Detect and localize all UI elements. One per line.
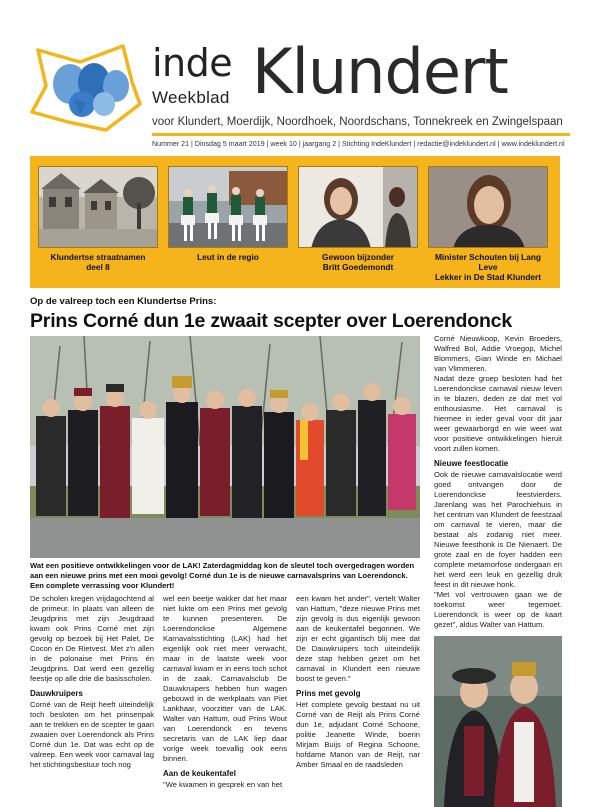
feature-caption: Klundertse straatnamen deel 8 bbox=[50, 252, 146, 272]
article-column-right bbox=[434, 334, 562, 630]
article-column-2 bbox=[163, 594, 287, 790]
paragraph: De scholen kregen vrijdagochtend al de primeur. In plaats van alleen de Jeugdprins met zijn Jeugdraad kwam ook Prins Corné met zijn gevolg op bezoek bij Het Palet, De Cocon en De Rietvest. Met z'n allen in de polonaise met Prins én Jeugdprins. Dat werd een gezellig feestje op alle drie die basisscholen. bbox=[30, 594, 154, 683]
feature-tile-minister[interactable] bbox=[428, 166, 548, 282]
parade-photo bbox=[168, 166, 288, 248]
article-column-3 bbox=[296, 594, 420, 770]
tagline: voor Klundert, Moerdijk, Noordhoek, Noordschans, Tonnekreek en Zwingelspaan bbox=[152, 116, 563, 128]
masthead bbox=[0, 0, 600, 150]
paragraph: "We kwamen in gesprek en van het bbox=[163, 780, 283, 789]
subheading: Nieuwe feestlocatie bbox=[434, 459, 509, 468]
carnival-group-photo bbox=[30, 336, 420, 558]
feature-tile-britt[interactable] bbox=[298, 166, 418, 272]
article-headline: Prins Corné dun 1e zwaait scepter over Loerendonck bbox=[30, 310, 512, 332]
subheading: Dauwkruipers bbox=[30, 689, 83, 698]
street-photo bbox=[38, 166, 158, 248]
paragraph: Ook de nieuwe carnavalslocatie werd goed ontvangen door de Loerendonckse feestvierders. Jarenlang was het Parochiehuis in het centrum van Klundert de feestzaal om carnaval te vieren, maar die bestaat als zodanig niet meer. Nieuwe feesthonk is De Nienaert. De grote zaal en de foyer hadden een complete metamorfose ondergaan en het werd een leuk en gezellig druk feest in dit nieuwe honk. bbox=[434, 470, 562, 589]
article-column-1 bbox=[30, 594, 154, 770]
article-kicker: Op de valreep toch een Klundertse Prins: bbox=[30, 296, 217, 307]
paragraph: Corné van de Reijt heeft uiteindelijk toch besloten om het prinsenpak aan te trekken en de scepter te gaan zwaaien over Loerendonck als Prins Corné dun 1e. Dat was echt op de valreep. Een week voor carnaval lag het stichtingsbestuur toch nog bbox=[30, 700, 154, 769]
photo-caption: Wat een positieve ontwikkelingen voor de LAK! Zaterdagmiddag kon de sleutel toch overgedragen worden aan een nieuwe prins met een mooi gevolg! Corné dun 1e is de nieuwe carnavalsprins van Loerendonck. Een complete verrassing voor Klundert! bbox=[30, 561, 415, 590]
feature-caption: Minister Schouten bij Lang Leve Lekker in De Stad Klundert bbox=[434, 252, 542, 282]
paragraph: Nadat deze groep besloten had het Loerendonckse carnaval nieuw leven in te blazen, deden ze dat met vol enthousiasme. Het carnaval is hiermee in ieder geval voor dit jaar weer gewaarborgd en wie weet wat voor positieve ontwikkelingen hieruit voort zullen komen. bbox=[434, 374, 562, 453]
divider bbox=[152, 133, 570, 136]
portrait-photo bbox=[298, 166, 418, 248]
indeklundert-logo-icon bbox=[28, 42, 143, 132]
subheading: Aan de keukentafel bbox=[163, 769, 236, 778]
paragraph: wel een beetje wakker dat het maar niet lukte om een Prins met gevolg te kunnen presenteren. De Loerendonckse Algemene Karnavalsstichting (LAK) had het eigenlijk ook niet meer verwacht, maar in de laatste week voor carnaval kwam er in eens toch schot in de zaak. Carnavalsclub De Dauwkruipers hebben hun wagen gebouwd in de werkplaats van Piet Lankhaar, voorzitter van de LAK. Walter van Hattum, oud Prins Wout van Loerendonck en tevens secretaris van de LAK liep daar vorige week toevallig ook eens binnen. bbox=[163, 594, 287, 763]
issue-meta: Nummer 21 | Dinsdag 5 maart 2019 | week 10 | jaargang 2 | Stichting IndeKlundert | redactie@indeklundert.nl | www.indeklundert.nl bbox=[152, 140, 565, 148]
brand-klundert: Klundert bbox=[252, 35, 508, 108]
paragraph: Corné Nieuwkoop, Kevin Broeders, Walfred Bol, Addie Vroegop, Michel Blommers, Gian Winde en Michael van Vlimmeren. bbox=[434, 334, 562, 373]
paragraph: Het complete gevolg bestaat nu uit Corné van de Reijt als Prins Corné dun 1e, adjudant Corné Schoone, politie Jeanette Winde, boerin Mirjam Buijs of Regina Schoone, hofdame Manon van de Reijt, nar Amber Smaal en de raadsleden bbox=[296, 700, 420, 769]
paragraph: een kwam het ander", vertelt Walter van Hattum, "deze nieuwe Prins met zijn gevolg is dus eigenlijk gewoon aan de keukentafel begonnen. We zijn er echt gigantisch blij mee dat De Dauwkruipers toch uiteindelijk deze stap hebben gezet om het carnaval in Klundert een nieuwe boost te geven." bbox=[296, 594, 420, 683]
subheading: Prins met gevolg bbox=[296, 689, 361, 698]
brand-weekblad: Weekblad bbox=[152, 88, 230, 107]
feature-caption: Gewoon bijzonder Britt Goedemondt bbox=[322, 252, 394, 272]
paragraph: "Met vol vertrouwen gaan we de toekomst weer tegemoet. Loerendonck is weer op de kaart gezet", aldus Walter van Hattum. bbox=[434, 590, 562, 629]
feature-tile-leut[interactable] bbox=[168, 166, 288, 262]
prince-couple-photo bbox=[434, 636, 562, 807]
feature-tile-straatnamen[interactable] bbox=[38, 166, 158, 272]
feature-strip bbox=[30, 156, 560, 288]
brand-inde: inde bbox=[152, 41, 233, 85]
feature-caption: Leut in de regio bbox=[197, 252, 259, 262]
minister-photo bbox=[428, 166, 548, 248]
